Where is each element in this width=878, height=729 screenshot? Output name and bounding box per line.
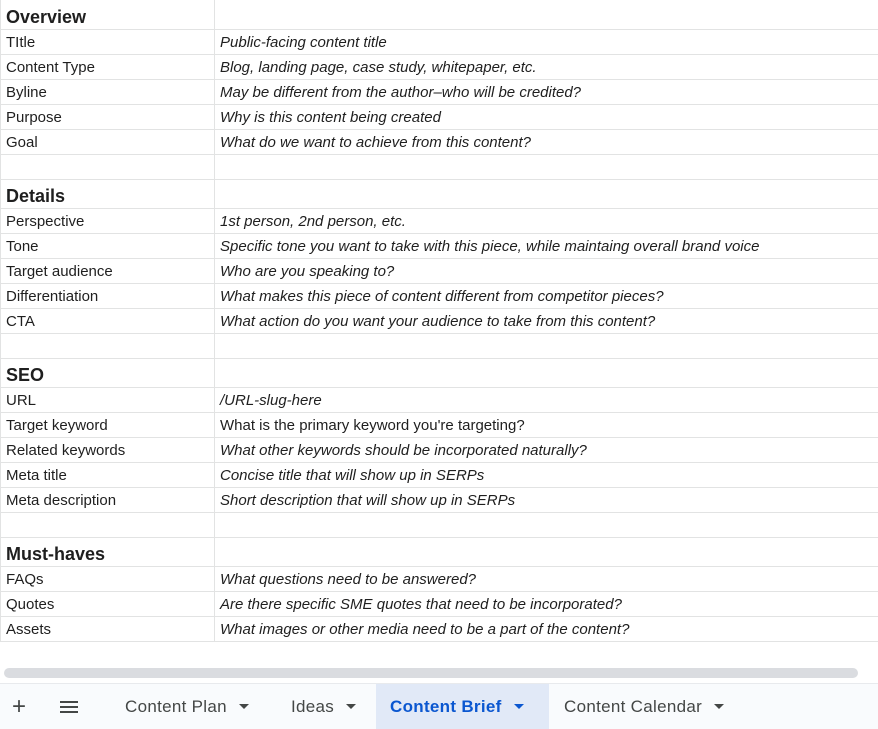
value-cell[interactable] <box>215 358 878 387</box>
tab-label: Content Calendar <box>564 696 703 716</box>
table-row <box>1 258 878 283</box>
value-cell[interactable]: Short description that will show up in SERPs <box>215 487 878 512</box>
scrollbar-thumb[interactable] <box>4 668 858 678</box>
value-cell[interactable]: Are there specific SME quotes that need to be incorporated? <box>215 591 878 616</box>
label-cell[interactable]: Meta title <box>1 462 215 487</box>
label-cell[interactable]: Assets <box>1 616 215 641</box>
section-title-cell[interactable]: SEO <box>1 358 215 387</box>
value-cell[interactable] <box>215 154 878 179</box>
label-cell[interactable]: TItle <box>1 29 215 54</box>
value-cell[interactable] <box>215 179 878 208</box>
label-cell[interactable]: Purpose <box>1 104 215 129</box>
table-row <box>1 208 878 233</box>
label-cell[interactable]: Target keyword <box>1 412 215 437</box>
label-cell[interactable] <box>1 512 215 537</box>
label-cell[interactable]: Content Type <box>1 54 215 79</box>
label-cell[interactable]: CTA <box>1 308 215 333</box>
table-row <box>1 616 878 641</box>
tab-ideas[interactable] <box>277 684 374 729</box>
label-cell[interactable]: Related keywords <box>1 437 215 462</box>
blank-row <box>1 333 878 358</box>
tab-content-calendar[interactable] <box>550 684 750 729</box>
value-cell[interactable] <box>215 333 878 358</box>
blank-row <box>1 512 878 537</box>
value-cell[interactable]: What do we want to achieve from this content? <box>215 129 878 154</box>
label-cell[interactable]: URL <box>1 387 215 412</box>
table-row <box>1 437 878 462</box>
table-row <box>1 566 878 591</box>
value-cell[interactable]: May be different from the author–who will be credited? <box>215 79 878 104</box>
value-cell[interactable]: Concise title that will show up in SERPs <box>215 462 878 487</box>
value-cell[interactable]: Why is this content being created <box>215 104 878 129</box>
value-cell[interactable]: Public-facing content title <box>215 29 878 54</box>
chevron-down-icon[interactable] <box>714 704 724 709</box>
section-header-row <box>1 358 878 387</box>
value-cell[interactable]: What other keywords should be incorporated naturally? <box>215 437 878 462</box>
section-header-row <box>1 0 878 29</box>
chevron-down-icon[interactable] <box>514 704 524 709</box>
label-cell[interactable] <box>1 154 215 179</box>
table-row <box>1 387 878 412</box>
table-row <box>1 487 878 512</box>
table-row <box>1 233 878 258</box>
all-sheets-button[interactable] <box>54 684 84 729</box>
value-cell[interactable] <box>215 0 878 29</box>
sheet-tab-bar <box>0 683 878 729</box>
value-cell[interactable]: What images or other media need to be a part of the content? <box>215 616 878 641</box>
value-cell[interactable]: Specific tone you want to take with this piece, while maintaing overall brand voice <box>215 233 878 258</box>
label-cell[interactable]: FAQs <box>1 566 215 591</box>
add-sheet-button[interactable] <box>4 684 34 729</box>
table-row <box>1 79 878 104</box>
label-cell[interactable]: Goal <box>1 129 215 154</box>
table-row <box>1 462 878 487</box>
tab-content-brief[interactable] <box>376 684 549 729</box>
label-cell[interactable]: Tone <box>1 233 215 258</box>
section-title-cell[interactable]: Details <box>1 179 215 208</box>
section-header-row <box>1 179 878 208</box>
label-cell[interactable]: Differentiation <box>1 283 215 308</box>
value-cell[interactable]: /URL-slug-here <box>215 387 878 412</box>
blank-row <box>1 154 878 179</box>
label-cell[interactable]: Byline <box>1 79 215 104</box>
hamburger-icon <box>60 698 78 716</box>
value-cell[interactable]: What is the primary keyword you're targeting? <box>215 412 878 437</box>
table-row <box>1 129 878 154</box>
value-cell[interactable]: 1st person, 2nd person, etc. <box>215 208 878 233</box>
table-row <box>1 591 878 616</box>
label-cell[interactable] <box>1 333 215 358</box>
chevron-down-icon[interactable] <box>239 704 249 709</box>
section-title-cell[interactable]: Overview <box>1 0 215 29</box>
table-row <box>1 412 878 437</box>
label-cell[interactable]: Quotes <box>1 591 215 616</box>
section-title-cell[interactable]: Must-haves <box>1 537 215 566</box>
label-cell[interactable]: Perspective <box>1 208 215 233</box>
value-cell[interactable]: What action do you want your audience to take from this content? <box>215 308 878 333</box>
tab-label: Content Brief <box>390 696 502 716</box>
table-row <box>1 54 878 79</box>
tab-label: Ideas <box>291 696 335 716</box>
table-row <box>1 308 878 333</box>
label-cell[interactable]: Target audience <box>1 258 215 283</box>
value-cell[interactable]: Blog, landing page, case study, whitepaper, etc. <box>215 54 878 79</box>
tab-label: Content Plan <box>125 696 227 716</box>
value-cell[interactable]: Who are you speaking to? <box>215 258 878 283</box>
value-cell[interactable] <box>215 537 878 566</box>
table-row <box>1 104 878 129</box>
plus-icon: + <box>11 692 26 720</box>
horizontal-scrollbar[interactable] <box>0 666 878 682</box>
table-row <box>1 29 878 54</box>
chevron-down-icon[interactable] <box>346 704 356 709</box>
tab-content-plan[interactable] <box>111 684 275 729</box>
section-header-row <box>1 537 878 566</box>
label-cell[interactable]: Meta description <box>1 487 215 512</box>
value-cell[interactable]: What makes this piece of content different from competitor pieces? <box>215 283 878 308</box>
table-row <box>1 283 878 308</box>
value-cell[interactable]: What questions need to be answered? <box>215 566 878 591</box>
value-cell[interactable] <box>215 512 878 537</box>
